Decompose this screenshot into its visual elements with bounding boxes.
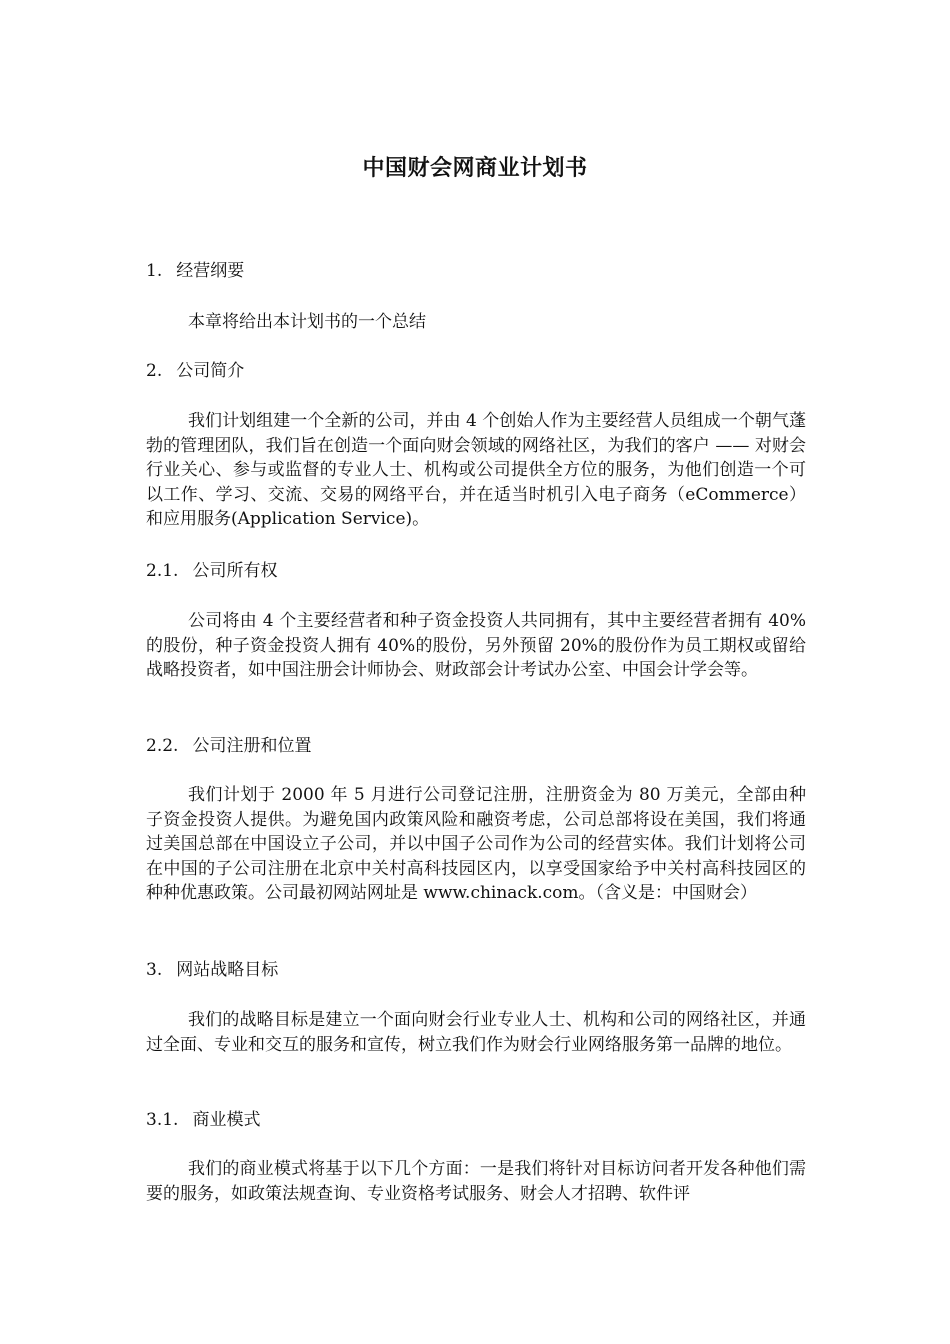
section-heading-2-1: [146, 559, 806, 584]
section-title: 公司所有权: [192, 561, 278, 581]
section-title: 经营纲要: [176, 261, 245, 281]
section-heading-2-2: [146, 734, 806, 759]
section-title: 商业模式: [192, 1110, 261, 1130]
paragraph-company-intro: 我们计划组建一个全新的公司，并由 4 个创始人作为主要经营人员组成一个朝气蓬勃的管理团队，我们旨在创造一个面向财会领域的网络社区，为我们的客户 —— 对财会行业关心、参与或监督的专业人士、机构或公司提供全方位的服务，为他们创造一个可以工作、学习、交流、交易的网络平台，并在适当时机引入电子商务（eCommerce）和应用服务(Application Service)。: [146, 411, 806, 529]
section-heading-3: [146, 958, 806, 983]
section-number: 3.: [146, 960, 163, 980]
section-number: 1.: [146, 261, 163, 281]
section-heading-3-1: [146, 1108, 806, 1133]
section-number: 2.2.: [146, 736, 179, 756]
section-title: 公司简介: [176, 361, 245, 381]
section-title: 公司注册和位置: [192, 736, 312, 756]
document-title: 中国财会网商业计划书: [362, 156, 588, 181]
section-heading-1: [146, 259, 806, 284]
section-title: 网站战略目标: [176, 960, 279, 980]
section-number: 2.1.: [146, 561, 179, 581]
paragraph-ownership: 公司将由 4 个主要经营者和种子资金投资人共同拥有，其中主要经营者拥有 40%的股份，种子资金投资人拥有 40%的股份，另外预留 20%的股份作为员工期权或留给战略投资者，如中国注册会计师协会、财政部会计考试办公室、中国会计学会等。: [146, 611, 806, 680]
paragraph-strategy: 我们的战略目标是建立一个面向财会行业专业人士、机构和公司的网络社区，并通过全面、专业和交互的服务和宣传，树立我们作为财会行业网络服务第一品牌的地位。: [146, 1010, 806, 1055]
paragraph-summary: 本章将给出本计划书的一个总结: [188, 312, 426, 332]
paragraph-business-model: 我们的商业模式将基于以下几个方面：一是我们将针对目标访问者开发各种他们需要的服务，如政策法规查询、专业资格考试服务、财会人才招聘、软件评: [146, 1159, 806, 1204]
section-heading-2: [146, 359, 806, 384]
section-number: 3.1.: [146, 1110, 179, 1130]
paragraph-registration: 我们计划于 2000 年 5 月进行公司登记注册，注册资金为 80 万美元，全部由种子资金投资人提供。为避免国内政策风险和融资考虑，公司总部将设在美国，我们将通过美国总部在中国设立子公司，并以中国子公司作为公司的经营实体。我们计划将公司在中国的子公司注册在北京中关村高科技园区内，以享受国家给予中关村高科技园区的种种优惠政策。公司最初网站网址是 www.chinack.com。（含义是：中国财会）: [146, 785, 806, 903]
section-number: 2.: [146, 361, 163, 381]
